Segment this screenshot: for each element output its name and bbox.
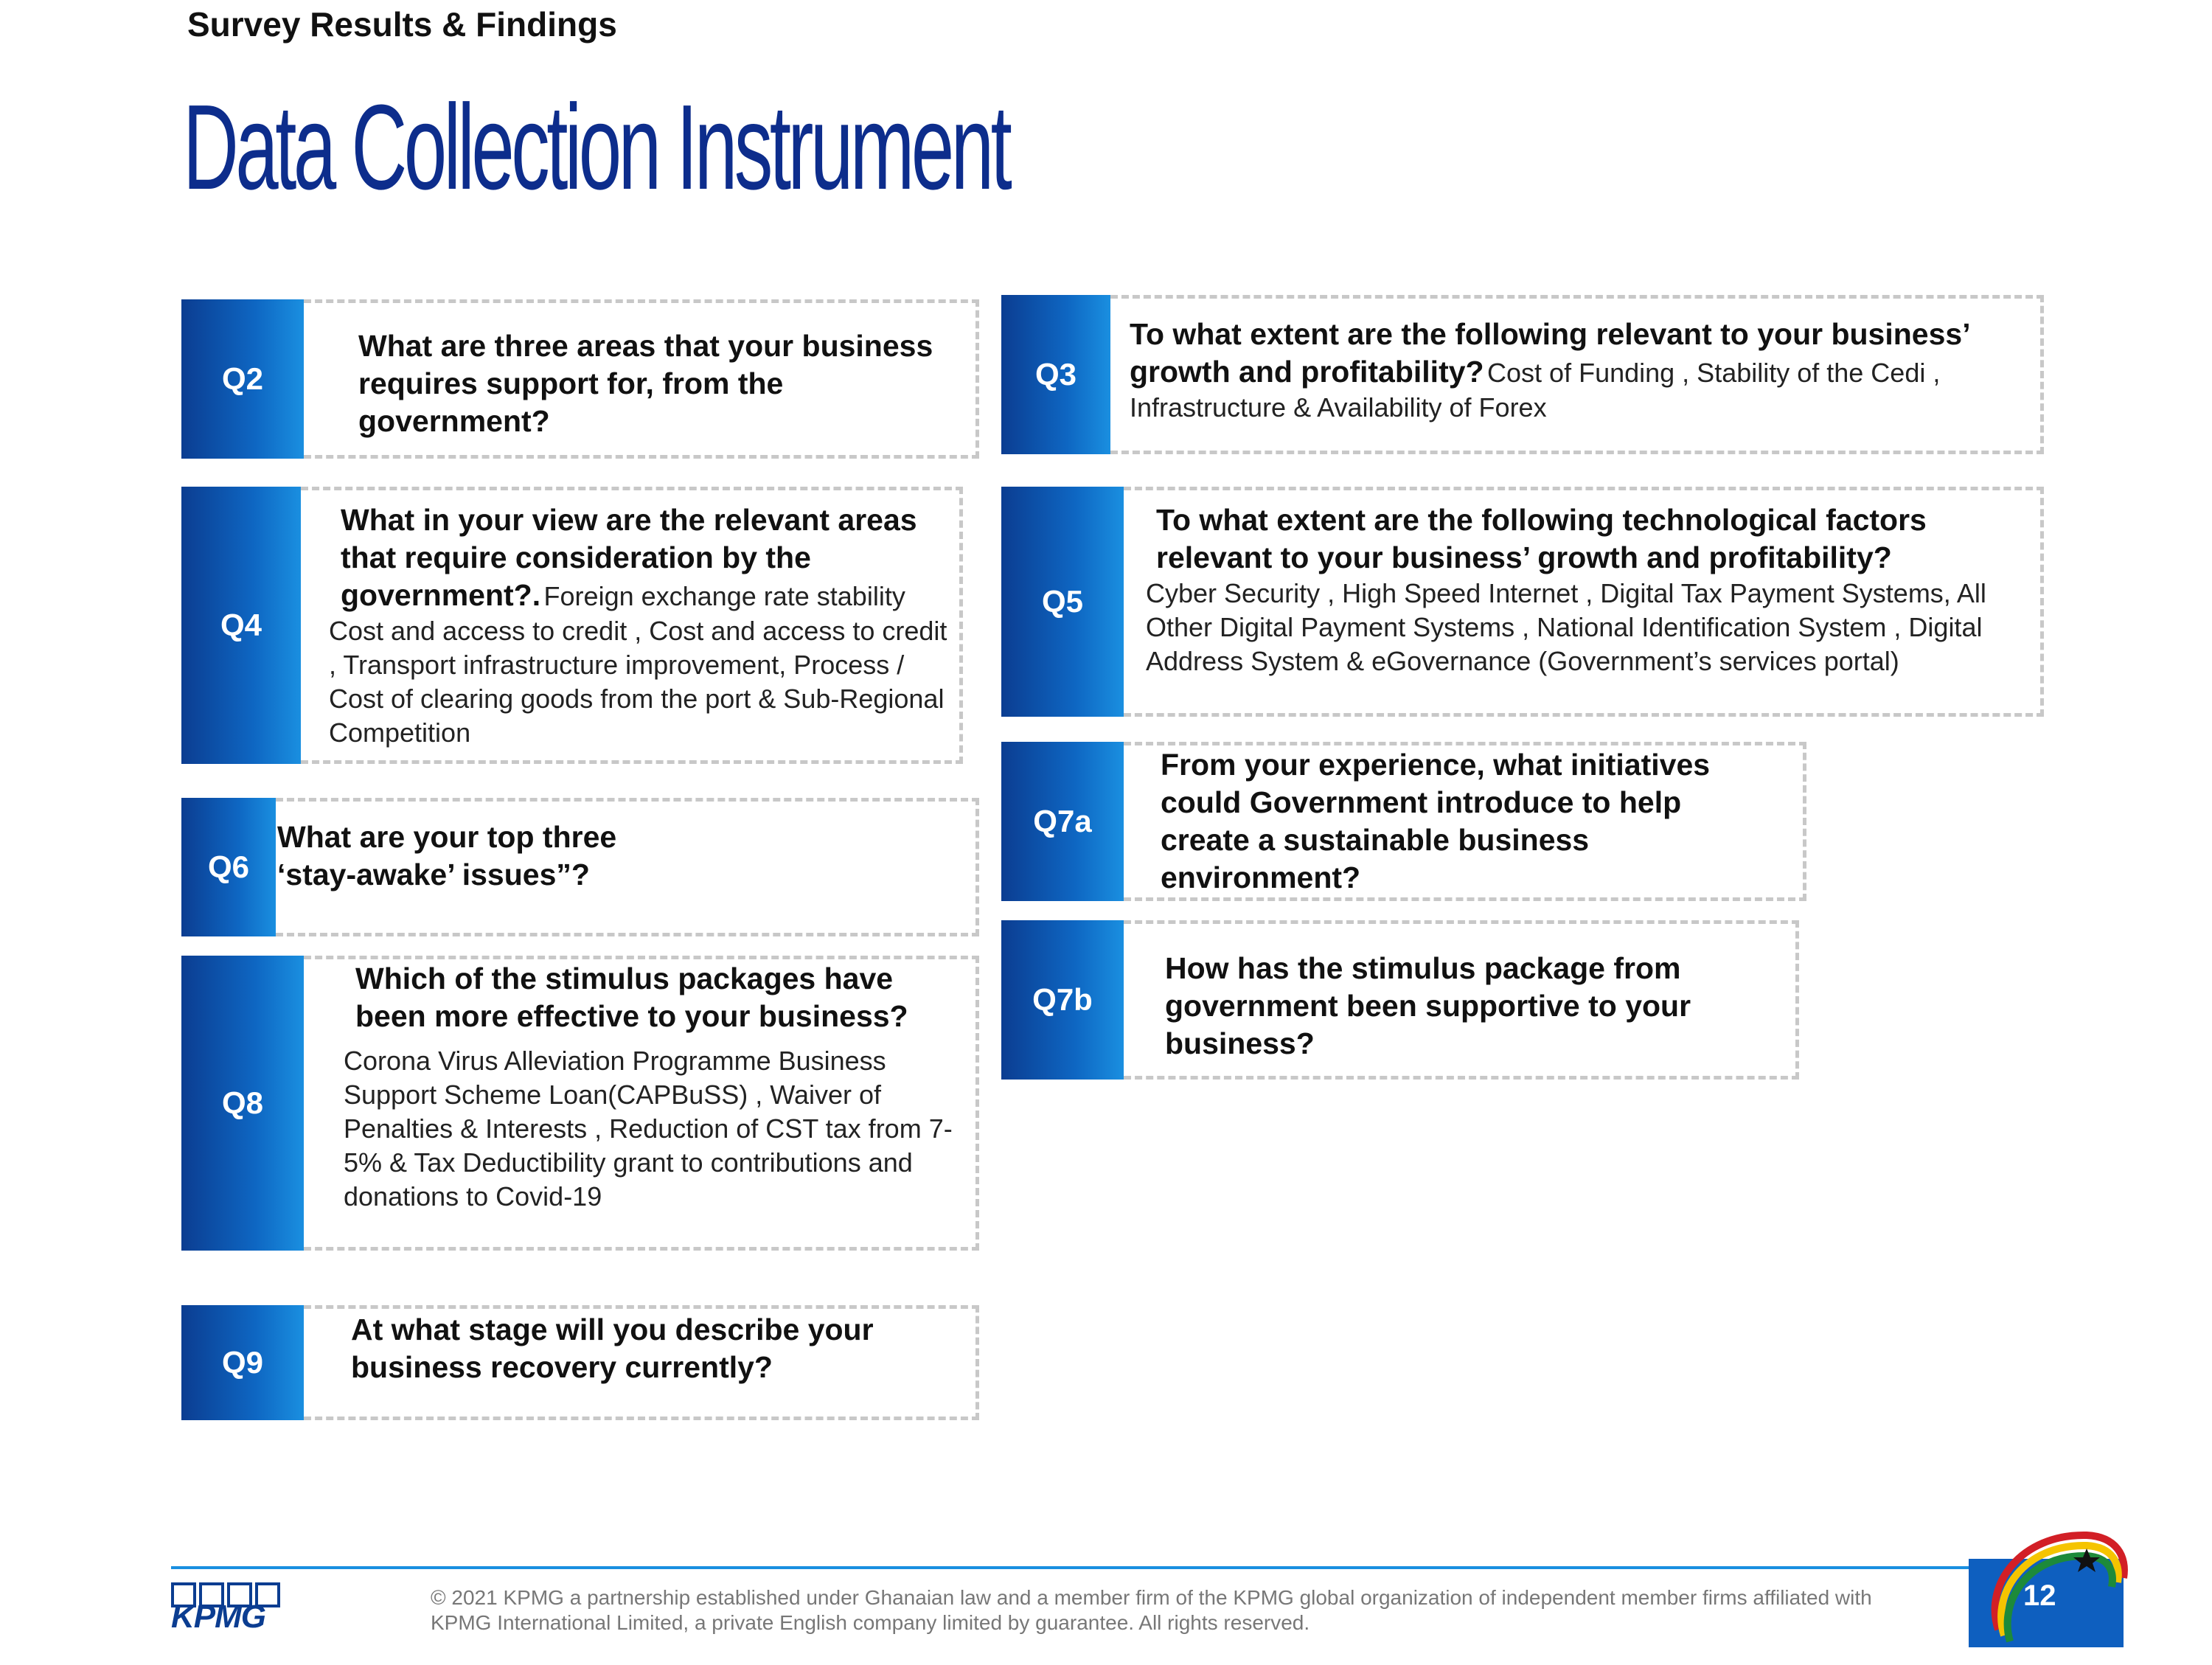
question-text xyxy=(329,501,956,750)
question-label: Q2 xyxy=(181,299,304,459)
question-card-q7a xyxy=(1001,742,1806,901)
question-bold-text: To what extent are the following technological factors relevant to your business’ growth and profitability? xyxy=(1156,503,1927,574)
question-label: Q7a xyxy=(1001,742,1124,901)
question-card-q3 xyxy=(1001,295,2044,454)
question-text: What are three areas that your business requires support for, from the government? xyxy=(358,329,933,438)
question-text xyxy=(1130,316,2029,425)
question-bold-text: What in your view are the relevant areas that require consideration by the government?. xyxy=(341,503,917,612)
question-card-q9 xyxy=(181,1305,979,1420)
question-card-q6 xyxy=(181,798,979,936)
question-bold-text: Which of the stimulus packages have been more effective to your business? xyxy=(355,962,908,1033)
question-label: Q8 xyxy=(181,956,304,1251)
question-label: Q5 xyxy=(1001,487,1124,717)
question-detail: Cost and access to credit , Cost and access to credit , Transport infrastructure improvement, Process / Cost of clearing goods from the port & Sub-Regional Competition xyxy=(329,616,947,748)
question-text: From your experience, what initiatives could Government introduce to help create a sustainable business environment? xyxy=(1161,748,1711,894)
question-bold-text: To what extent are the following relevant to your business’ growth and profitability? xyxy=(1130,317,1969,389)
footer-divider xyxy=(171,1566,1985,1569)
question-label: Q9 xyxy=(181,1305,304,1420)
kpmg-logo xyxy=(171,1582,286,1634)
question-label: Q4 xyxy=(181,487,301,764)
question-inline-detail: Foreign exchange rate stability xyxy=(543,581,905,611)
question-card-q2 xyxy=(181,299,979,459)
question-label: Q6 xyxy=(181,798,276,936)
question-card-q4 xyxy=(181,487,963,764)
question-detail: Cyber Security , High Speed Internet , Digital Tax Payment Systems, All Other Digital Payment Systems , National Identification System , Digital Address System & eGovernance (Government’s services portal) xyxy=(1146,578,1986,676)
question-card-q5 xyxy=(1001,487,2044,717)
kpmg-logo-text: KPMG xyxy=(171,1599,265,1635)
question-text: What are your top three ‘stay-awake’ issues”? xyxy=(277,820,617,891)
question-text: At what stage will you describe your business recovery currently? xyxy=(351,1313,874,1384)
question-detail: Corona Virus Alleviation Programme Business Support Scheme Loan(CAPBuSS) , Waiver of Penalties & Interests , Reduction of CST tax from 7- 5% & Tax Deductibility grant to contributions and donations to Covid-19 xyxy=(344,1046,953,1212)
page-title: Data Collection Instrument xyxy=(183,80,1009,215)
question-text xyxy=(1146,501,2031,678)
question-card-q8 xyxy=(181,956,979,1251)
copyright-text: © 2021 KPMG a partnership established under Ghanaian law and a member firm of the KPMG global organization of independent member firms affiliated with KPMG International Limited, a private English company limited by guarantee. All rights reserved. xyxy=(431,1586,1872,1634)
question-detail: Cost of Funding , Stability of the Cedi , Infrastructure & Availability of Forex xyxy=(1130,358,1941,423)
question-card-q7b xyxy=(1001,920,1799,1080)
question-label: Q3 xyxy=(1001,295,1110,454)
page-number: 12 xyxy=(2023,1579,2056,1612)
question-text xyxy=(344,960,970,1214)
question-label: Q7b xyxy=(1001,920,1124,1080)
ghana-flag-ribbon-icon xyxy=(1976,1519,2138,1659)
section-title: Survey Results & Findings xyxy=(187,5,617,44)
question-text: How has the stimulus package from government been supportive to your business? xyxy=(1165,951,1691,1060)
